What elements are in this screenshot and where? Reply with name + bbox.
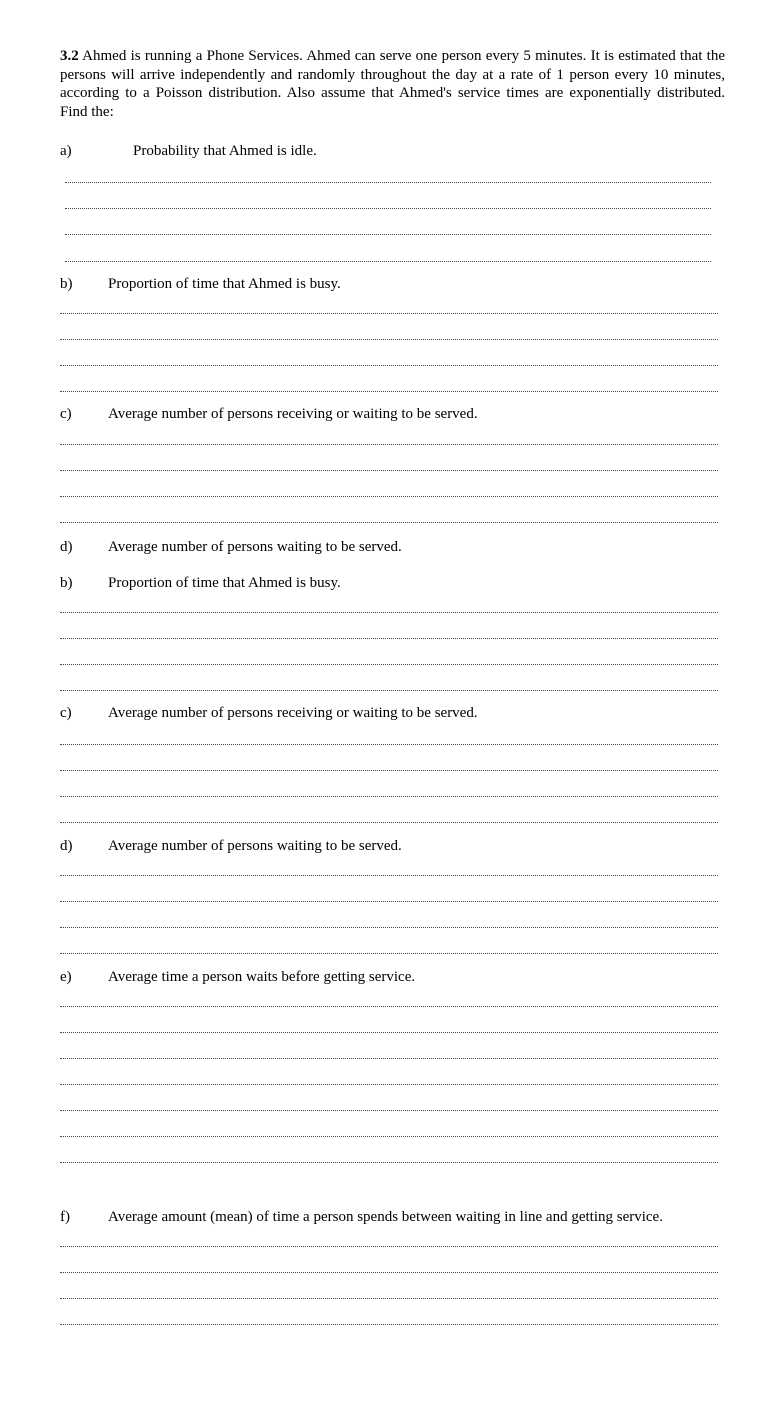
answer-line[interactable] — [60, 796, 718, 797]
answer-line[interactable] — [60, 664, 718, 665]
problem-text: Ahmed is running a Phone Services. Ahmed can serve one person every 5 minutes. It is estimated that the persons will arrive independently and randomly throughout the day at a rate of 1 person every 10 minutes, according to a Poisson distribution. Also assume that Ahmed's service times are exponentially distributed. Find the: — [60, 48, 725, 120]
answer-line[interactable] — [60, 901, 718, 902]
problem-statement — [60, 47, 725, 121]
answer-line[interactable] — [60, 339, 718, 340]
answer-line[interactable] — [60, 496, 718, 497]
question-label: c) — [60, 705, 72, 721]
question-text: Probability that Ahmed is idle. — [133, 143, 317, 159]
answer-line[interactable] — [60, 690, 718, 691]
answer-line[interactable] — [60, 612, 718, 613]
answer-line[interactable] — [60, 522, 718, 523]
answer-line[interactable] — [60, 1006, 718, 1007]
answer-line[interactable] — [60, 1058, 718, 1059]
question-label: e) — [60, 969, 72, 985]
answer-line[interactable] — [60, 744, 718, 745]
answer-line[interactable] — [60, 313, 718, 314]
answer-line[interactable] — [60, 365, 718, 366]
answer-line[interactable] — [60, 1110, 718, 1111]
question-label: d) — [60, 838, 73, 854]
question-text: Average number of persons receiving or waiting to be served. — [108, 406, 478, 422]
question-text: Average number of persons waiting to be served. — [108, 838, 402, 854]
answer-line[interactable] — [65, 182, 711, 183]
answer-line[interactable] — [60, 638, 718, 639]
question-label: a) — [60, 143, 72, 159]
answer-line[interactable] — [60, 822, 718, 823]
question-label: c) — [60, 406, 72, 422]
answer-line[interactable] — [60, 953, 718, 954]
answer-line[interactable] — [60, 470, 718, 471]
question-label: b) — [60, 276, 73, 292]
question-text: Proportion of time that Ahmed is busy. — [108, 276, 341, 292]
answer-line[interactable] — [60, 1136, 718, 1137]
question-text: Average time a person waits before getting service. — [108, 969, 416, 985]
question-label: b) — [60, 575, 73, 591]
answer-line[interactable] — [60, 875, 718, 876]
answer-line[interactable] — [60, 1324, 718, 1325]
answer-line[interactable] — [65, 208, 711, 209]
question-text: Average number of persons waiting to be served. — [108, 539, 402, 555]
answer-line[interactable] — [60, 391, 718, 392]
question-text: Average number of persons receiving or waiting to be served. — [108, 705, 478, 721]
answer-line[interactable] — [60, 770, 718, 771]
question-text: Average amount (mean) of time a person spends between waiting in line and getting service. — [108, 1209, 663, 1225]
answer-line[interactable] — [65, 261, 711, 262]
answer-line[interactable] — [60, 1084, 718, 1085]
answer-line[interactable] — [60, 1162, 718, 1163]
answer-line[interactable] — [60, 444, 718, 445]
problem-number: 3.2 — [60, 48, 79, 64]
question-label: d) — [60, 539, 73, 555]
answer-line[interactable] — [60, 1272, 718, 1273]
question-text: Proportion of time that Ahmed is busy. — [108, 575, 341, 591]
answer-line[interactable] — [65, 234, 711, 235]
question-label: f) — [60, 1209, 70, 1225]
answer-line[interactable] — [60, 1246, 718, 1247]
answer-line[interactable] — [60, 927, 718, 928]
answer-line[interactable] — [60, 1032, 718, 1033]
answer-line[interactable] — [60, 1298, 718, 1299]
